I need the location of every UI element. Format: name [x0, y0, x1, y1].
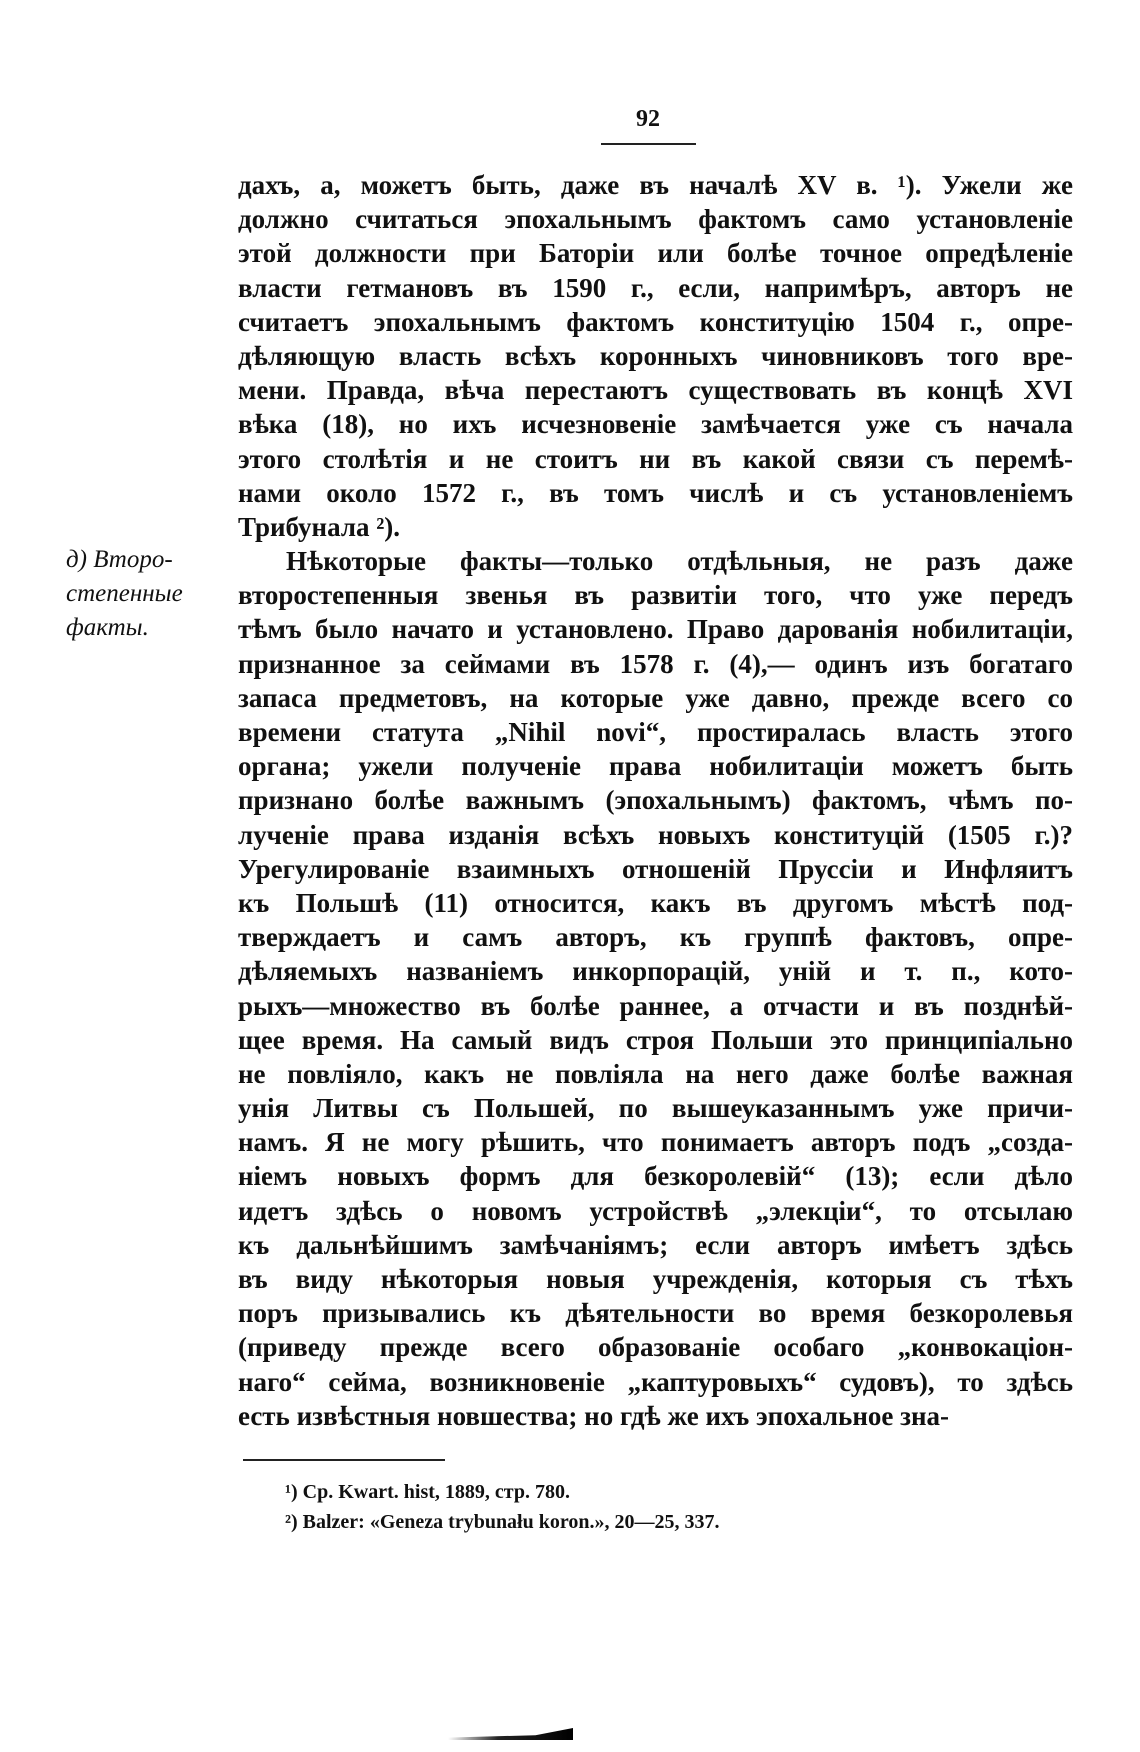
text-line: тѣмъ было начато и установлено. Право дарованія нобилитаціи, — [238, 614, 1073, 645]
text-line: власти гетмановъ въ 1590 г., если, напримѣръ, авторъ не — [238, 272, 1073, 303]
text-line: считаетъ эпохальнымъ фактомъ конституцію 1504 г., опре- — [238, 306, 1073, 337]
text-line: Урегулированіе взаимныхъ отношеній Пруссіи и Инфляитъ — [238, 853, 1073, 884]
text-line: дѣляемыхъ названіемъ инкорпорацій, уній и т. п., кото- — [238, 956, 1073, 987]
text-line: вѣка (18), но ихъ исчезновеніе замѣчается уже съ начала — [238, 409, 1073, 440]
paragraph-1 — [238, 170, 1073, 546]
page-number-rule — [601, 143, 696, 145]
text-line: признано болѣе важнымъ (эпохальнымъ) фактомъ, чѣмъ по- — [238, 785, 1073, 816]
margin-note-line: д) Второ- — [66, 546, 173, 573]
text-line: запаса предметовъ, на которые уже давно, прежде всего со — [238, 682, 1073, 713]
text-line: къ дальнѣйшимъ замѣчаніямъ; если авторъ имѣетъ здѣсь — [238, 1229, 1073, 1260]
text-line: есть извѣстныя новшества; но гдѣ же ихъ эпохальное зна- — [238, 1400, 950, 1431]
page-number: 92 — [636, 106, 660, 132]
text-line: органа; ужели полученіе права нобилитаціи можетъ быть — [238, 751, 1073, 782]
text-line: времени статута „Nihil novi“, простиралась власть этого — [238, 717, 1073, 747]
text-line: идетъ здѣсь о новомъ устройствѣ „элекціи“, то отсылаю — [238, 1195, 1073, 1226]
text-line: поръ призывались къ дѣятельности во время безкоролевья — [238, 1298, 1073, 1329]
text-line: мени. Правда, вѣча перестаютъ существовать въ концѣ XVI — [238, 375, 1073, 406]
footnote-1: ¹) Ср. Kwart. hist, 1889, стр. 780. — [285, 1481, 570, 1503]
text-line: Нѣкоторые факты—только отдѣльныя, не разъ даже — [286, 546, 1073, 577]
text-line: щее время. На самый видъ строя Польши это принципіально — [238, 1024, 1073, 1055]
text-line: не повліяло, какъ не повліяла на него даже болѣе важная — [238, 1058, 1073, 1089]
text-line: ніемъ новыхъ формъ для безкоролевій“ (13); если дѣло — [238, 1161, 1073, 1192]
text-line: (приведу прежде всего образованіе особаго „конвокаціон- — [238, 1332, 1073, 1363]
text-line: рыхъ—множество въ болѣе раннее, а отчасти и въ позднѣй- — [238, 990, 1073, 1021]
text-line: тверждаетъ и самъ авторъ, къ группѣ фактовъ, опре- — [238, 922, 1073, 953]
text-line: лученіе права изданія всѣхъ новыхъ конституцій (1505 г.)? — [238, 819, 1073, 850]
text-line: признанное за сеймами въ 1578 г. (4),— одинъ изъ богатаго — [238, 648, 1073, 679]
text-line: Трибунала ²). — [238, 511, 401, 542]
text-line: нами около 1572 г., въ томъ числѣ и съ установленіемъ — [238, 477, 1073, 508]
margin-note-line: факты. — [66, 614, 149, 642]
text-line: дахъ, а, можетъ быть, даже въ началѣ XV в. ¹). Ужели же — [238, 170, 1073, 200]
text-line: второстепенныя звенья въ развитіи того, что уже передъ — [238, 580, 1073, 611]
text-line: къ Польшѣ (11) относится, какъ въ другомъ мѣстѣ под- — [238, 887, 1073, 918]
body-text — [238, 170, 1073, 1435]
scan-artifact — [448, 1728, 573, 1740]
text-line: этой должности при Баторіи или болѣе точное опредѣленіе — [238, 238, 1073, 269]
footnotes — [285, 1481, 720, 1541]
paragraph-2 — [238, 546, 1073, 1435]
text-line: намъ. Я не могу рѣшить, что понимаетъ авторъ подъ „созда- — [238, 1127, 1073, 1158]
text-line: въ виду нѣкоторыя новыя учрежденія, которыя съ тѣхъ — [238, 1264, 1073, 1294]
footnote-rule — [243, 1459, 445, 1461]
text-line: унія Литвы съ Польшей, по вышеуказаннымъ уже причи- — [238, 1093, 1073, 1124]
margin-note-line: степенные — [66, 580, 183, 608]
footnote-2: ²) Balzer: «Geneza trybunału koron.», 20—25, 337. — [285, 1511, 720, 1533]
margin-note — [66, 546, 226, 649]
text-line: наго“ сейма, возникновеніе „каптуровыхъ“ судовъ), то здѣсь — [238, 1366, 1073, 1397]
text-line: этого столѣтія и не стоитъ ни въ какой связи съ перемѣ- — [238, 443, 1073, 474]
text-line: должно считаться эпохальнымъ фактомъ само установленіе — [238, 204, 1073, 235]
text-line: дѣляющую власть всѣхъ коронныхъ чиновниковъ того вре- — [238, 340, 1073, 371]
